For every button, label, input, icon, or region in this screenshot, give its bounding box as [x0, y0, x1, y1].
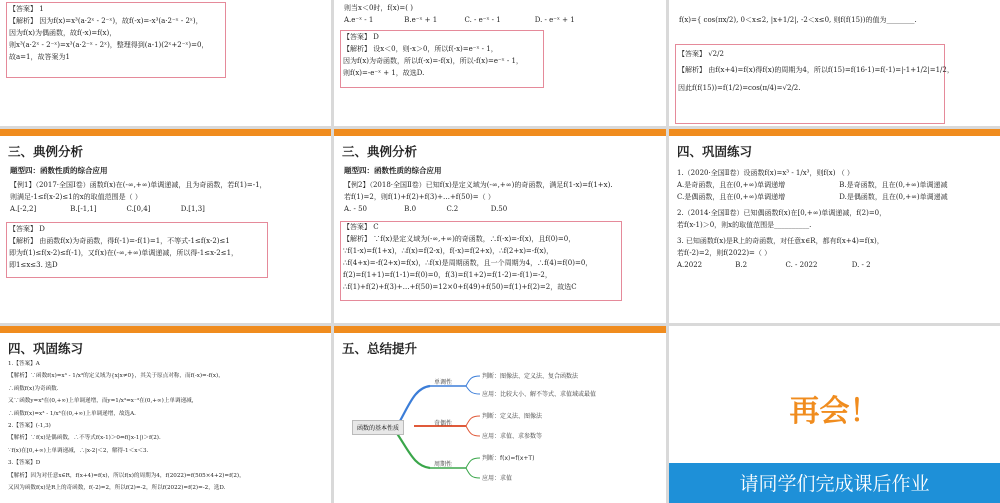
analysis-line: 【解析】 由f(x+4)=f(x)得f(x)的周期为4，所以f(15)=f(16-1)=f(-1)=|-1+1/2|=1/2， — [678, 66, 954, 74]
mindmap-leaf: 应用：求值、求参数等 — [482, 433, 543, 440]
answer-line: 2.【答案】(-1,3) — [8, 423, 51, 430]
slide-2[interactable] — [334, 0, 666, 126]
mindmap-leaf: 判断：定义法、图像法 — [482, 413, 543, 420]
mindmap-leaf: 判断：图像法、定义法、复合函数法 — [482, 373, 579, 380]
example-text — [10, 165, 267, 215]
question-options — [344, 14, 575, 26]
option-b: B.e⁻ˣ + 1 — [404, 16, 438, 24]
analysis-line: f(2)=f(1+1)=f(1-1)=f(0)=0，f(3)=f(1+2)=f(1-2)=-f(1)=-2， — [343, 271, 552, 279]
question-line: 若f(1)=2，则f(1)+f(2)+f(3)+…+f(50)=（ ） — [344, 193, 495, 201]
option-c: C.[0,4] — [126, 205, 151, 213]
mindmap-leaf: 应用：求值 — [482, 475, 513, 482]
analysis-line: 因为f(x)为奇函数，所以f(-x)=-f(x)，所以-f(x)=e⁻ˣ - 1， — [343, 57, 523, 65]
analysis-line: ∴f(1)+f(2)+f(3)+…+f(50)=12×0+f(49)+f(50)=f(1)+f(2)=2，故选C — [343, 283, 577, 291]
analysis-line: 【解析】∵f(x)是偶函数，∴不等式f(x-1)＞0⇔f(|x-1|)＞f(2). — [8, 435, 161, 442]
farewell-text: 再会！ — [789, 394, 880, 429]
answer-line: 【答案】 D — [343, 33, 379, 41]
leaf-line — [466, 468, 480, 478]
section-subtitle: 题型四：函数性质的综合应用 — [344, 166, 442, 175]
answer-line: 【答案】 √2/2 — [678, 50, 724, 58]
option-c: C. - e⁻ˣ - 1 — [464, 16, 501, 24]
option-c: C.是偶函数，且在(0,+∞)单调递增 — [677, 193, 786, 201]
question-options — [677, 191, 948, 203]
option-d: D.50 — [490, 205, 508, 213]
mindmap-center: 函数的基本性质 — [352, 420, 404, 435]
analysis-line: 则x³(a·2ˣ - 2⁻ˣ)=x³(a·2⁻ˣ - 2ˣ)，整理得到(a-1)(2ˣ+2⁻ˣ)=0， — [9, 41, 209, 49]
option-d: D. - e⁻ˣ + 1 — [534, 16, 575, 24]
question-line: 【例1】（2017·全国Ⅰ卷）函数f(x)在(-∞,+∞)单调递减，且为奇函数，若f(1)=-1， — [10, 181, 267, 189]
example-text — [344, 165, 613, 215]
option-c: C. - 2022 — [785, 261, 818, 269]
question-line: 则当x＜0时，f(x)=( ) — [344, 4, 413, 12]
question-line: 【例2】（2018·全国Ⅱ卷）已知f(x)是定义域为(-∞,+∞)的奇函数，满足f(1-x)=f(1+x). — [344, 181, 613, 189]
analysis-line: ∵f(x)在[0,+∞)上单调递减，∴|x-2|＜2，解得-1＜x＜3. — [8, 447, 149, 454]
leaf-line — [466, 386, 480, 394]
question-line: f(x)={ cos(πx/2), 0＜x≤2, |x+1/2|, -2＜x≤0, 则f(f(15))的值为________. — [679, 16, 917, 24]
question-options — [677, 179, 948, 191]
answer-line: 【答案】 C — [343, 223, 379, 231]
analysis-line: 即为f(1)≤f(x-2)≤f(-1)，又f(x)在(-∞,+∞)单调递减，所以得-1≤x-2≤1， — [9, 249, 239, 257]
slide-1[interactable] — [0, 0, 331, 126]
analysis-line: 【解析】 ∵f(x)是定义域为(-∞,+∞)的奇函数，∴f(-x)=-f(x)，且f(0)=0， — [343, 235, 576, 243]
question-line: 若f(x-1)＞0，则x的取值范围是__________. — [677, 221, 812, 229]
answer-line: 【答案】 D — [9, 225, 45, 233]
option-c: C.2 — [446, 205, 459, 213]
question-options — [677, 259, 948, 271]
analysis-line: 故a=1，故答案为1 — [9, 53, 70, 61]
accent-bar — [669, 129, 1000, 136]
question-line: 若f(-2)=2，则f(2022)=（ ） — [677, 249, 772, 257]
option-a: A.e⁻ˣ - 1 — [344, 16, 374, 24]
question-options — [344, 203, 613, 215]
slide-6[interactable] — [669, 129, 1000, 323]
answer-line: 1.【答案】A — [8, 361, 40, 367]
slide-8[interactable] — [334, 326, 666, 503]
answer-line: 3.【答案】D — [8, 460, 41, 467]
analysis-line: 又∵函数y=x³在(0,+∞)上单调递增，而y=1/x³=x⁻³在(0,+∞)上单调递减， — [8, 398, 198, 405]
accent-bar — [0, 129, 331, 136]
slide-3[interactable] — [669, 0, 1000, 126]
analysis-line: 【解析】 由函数f(x)为奇函数，得f(-1)=-f(1)=1，不等式-1≤f(x-2)≤1 — [9, 237, 230, 245]
option-b: B.2 — [735, 261, 748, 269]
question-text — [679, 14, 917, 26]
mindmap-leaf: 应用：比较大小、解不等式、求值域或最值 — [482, 391, 597, 398]
section-title: 三、典例分析 — [8, 144, 84, 159]
mindmap-leaf: 判断：f(x)=f(x+T) — [482, 455, 535, 462]
accent-bar — [334, 129, 666, 136]
option-a: A.2022 — [677, 261, 703, 269]
slide-9[interactable] — [669, 326, 1000, 503]
homework-banner: 请同学们完成课后作业 — [669, 463, 1000, 503]
answer-line: 【答案】 1 — [9, 5, 44, 13]
analysis-line: 即1≤x≤3. 选D — [9, 261, 58, 269]
analysis-line: 【解析】∵函数f(x)=x³ - 1/x³的定义域为{x|x≠0}，其关于原点对称，而f(-x)=-f(x)， — [8, 373, 224, 380]
exercise-text — [677, 167, 948, 271]
branch-line-period — [396, 432, 430, 468]
mindmap-branch: 奇偶性 — [434, 420, 453, 427]
answer-text — [678, 48, 954, 94]
option-a: A.[-2,2] — [10, 205, 37, 213]
section-subtitle: 题型四：函数性质的综合应用 — [10, 166, 108, 175]
section-title: 四、巩固练习 — [677, 144, 753, 159]
answer-text — [9, 3, 208, 63]
question-line: 1.（2020·全国Ⅱ卷）设函数f(x)=x³ - 1/x³，则f(x) （ ） — [677, 169, 854, 177]
section-title: 五、总结提升 — [342, 341, 418, 356]
accent-bar — [0, 326, 331, 333]
mindmap-branch: 周期性 — [434, 461, 453, 468]
question-options — [10, 203, 267, 215]
option-a: A.是奇函数，且在(0,+∞)单调递增 — [677, 181, 786, 189]
option-b: B.0 — [404, 205, 417, 213]
answer-text — [343, 221, 592, 293]
option-a: A. - 50 — [344, 205, 368, 213]
analysis-line: ∴函数f(x)为奇函数. — [8, 385, 59, 392]
analysis-line: 又因为函数f(x)是R上的奇函数，f(-2)=2，所以f(2)=-2，所以f(2022)=f(2)=-2，选D. — [8, 485, 226, 492]
analysis-line: 【解析】 设x＜0，则-x＞0，所以f(-x)=e⁻ˣ - 1， — [343, 45, 498, 53]
option-d: D. - 2 — [851, 261, 871, 269]
question-text — [344, 2, 575, 26]
analysis-line: 则f(x)=-e⁻ˣ + 1，故选D. — [343, 69, 425, 77]
section-title: 四、巩固练习 — [8, 341, 84, 356]
mindmap-branch: 单调性 — [434, 379, 453, 386]
leaf-line — [466, 426, 480, 436]
solution-text — [8, 358, 245, 494]
leaf-line — [466, 376, 480, 386]
option-d: D.是偶函数，且在(0,+∞)单调递减 — [839, 193, 948, 201]
analysis-line: ∴函数f(x)=x³ - 1/x³在(0,+∞)上单调递增，故选A. — [8, 410, 136, 417]
option-b: B.[-1,1] — [70, 205, 97, 213]
analysis-line: ∴f(4+x)=-f(2+x)=f(x)，∴f(x)是周期函数，且一个周期为4，∴f(4)=f(0)=0， — [343, 259, 593, 267]
slide-7[interactable] — [0, 326, 331, 503]
option-d: D.[1,3] — [180, 205, 205, 213]
section-title: 三、典例分析 — [342, 144, 418, 159]
option-b: B.是奇函数，且在(0,+∞)单调递减 — [839, 181, 948, 189]
question-line: 则满足-1≤f(x-2)≤1的x的取值范围是（ ） — [10, 193, 142, 201]
analysis-line: 【解析】因为对任意x∈R，f(x+4)=f(x)，所以f(x)的周期为4，f(2022)=f(505×4+2)=f(2)， — [8, 472, 245, 479]
slide-5[interactable] — [334, 129, 666, 323]
analysis-line: ∵f(1-x)=f(1+x)，∴f(x)=f(2-x)，f(-x)=f(2+x)，∴f(2+x)=-f(x)， — [343, 247, 554, 255]
slide-4[interactable] — [0, 129, 331, 323]
leaf-line — [466, 458, 480, 468]
answer-text — [343, 31, 523, 79]
answer-text — [9, 223, 238, 271]
analysis-line: 【解析】 因为f(x)=x³(a·2ˣ - 2⁻ˣ)，故f(-x)=-x³(a·2⁻ˣ - 2ˣ)， — [9, 17, 203, 25]
analysis-line: 因为f(x)为偶函数，故f(-x)=f(x)， — [9, 29, 117, 37]
question-line: 2.（2014·全国Ⅱ卷）已知偶函数f(x)在[0,+∞)单调递减，f(2)=0， — [677, 209, 887, 217]
leaf-line — [466, 416, 480, 426]
analysis-line: 因此f(f(15))=f(1/2)=cos(π/4)=√2/2. — [678, 84, 801, 92]
question-line: 3. 已知函数f(x)是R上的奇函数，对任意x∈R，都有f(x+4)=f(x)， — [677, 237, 884, 245]
